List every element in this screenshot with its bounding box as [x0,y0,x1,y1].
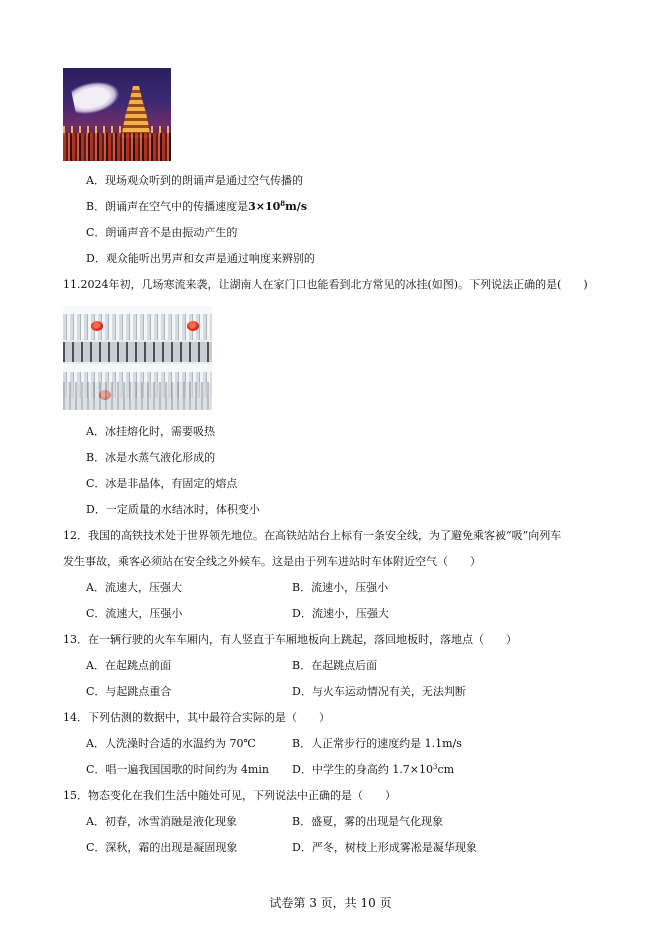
q10-option-d: D．观众能听出男声和女声是通过响度来辨别的 [86,252,315,265]
icicle-photo [63,306,212,410]
q13-stem: 13．在一辆行驶的火车车厢内，有人竖直于车厢地板向上跳起，落回地板时，落地点（ ） [63,633,517,646]
q13-option-c: C．与起跳点重合 [86,685,172,698]
q12-option-c: C．流速大，压强小 [86,607,183,620]
performance-photo [63,68,171,161]
q12-option-a: A．流速大，压强大 [86,581,182,594]
q11-stem: 11.2024年初，几场寒流来袭，让湖南人在家门口也能看到北方常见的冰挂(如图)。下列说法正确的是( ) [63,278,588,291]
q15-option-a: A．初春，冰雪消融是液化现象 [86,815,237,828]
q11-option-d: D．一定质量的水结冰时，体积变小 [86,503,260,516]
q12-option-b: B．流速小，压强小 [292,581,389,594]
q10-option-c: C．朗诵声音不是由振动产生的 [86,226,238,239]
q14-option-a: A．人洗澡时合适的水温约为 70℃ [86,737,256,750]
q11-option-c: C．冰是非晶体，有固定的熔点 [86,477,238,490]
q10-option-b: B．朗诵声在空气中的传播速度是$3\times 10^8m/s$ [86,199,308,213]
q15-option-c: C．深秋，霜的出现是凝固现象 [86,841,238,854]
q12-stem-line2: 发生事故，乘客必须站在安全线之外候车。这是由于列车进站时车体附近空气（ ） [63,555,481,568]
q11-option-a: A．冰挂熔化时，需要吸热 [86,425,215,438]
q15-stem: 15．物态变化在我们生活中随处可见，下列说法中正确的是（ ） [63,789,396,802]
q12-option-d: D．流速小，压强大 [292,607,389,620]
q14-option-c: C．唱一遍我国国歌的时间约为 4min [86,763,269,776]
page-footer: 试卷第 3 页，共 10 页 [269,896,392,910]
q14-option-d: D．中学生的身高约 $1.7\times 10^3cm$ [292,763,455,776]
q14-option-b: B．人正常步行的速度约是 1.1m/s [292,737,462,750]
q12-stem-line1: 12．我国的高铁技术处于世界领先地位。在高铁站站台上标有一条安全线，为了避免乘客被“吸”向列车 [63,529,562,542]
q15-option-b: B．盛夏，雾的出现是气化现象 [292,815,444,828]
q15-option-d: D．严冬，树枝上形成雾凇是凝华现象 [292,841,477,854]
q11-option-b: B．冰是水蒸气液化形成的 [86,451,216,464]
q14-stem: 14．下列估测的数据中，其中最符合实际的是（ ） [63,711,330,724]
q13-option-d: D．与火车运动情况有关，无法判断 [292,685,466,698]
q13-option-b: B．在起跳点后面 [292,659,378,672]
q10-option-a: A．现场观众听到的朗诵声是通过空气传播的 [86,174,303,187]
q13-option-a: A．在起跳点前面 [86,659,171,672]
